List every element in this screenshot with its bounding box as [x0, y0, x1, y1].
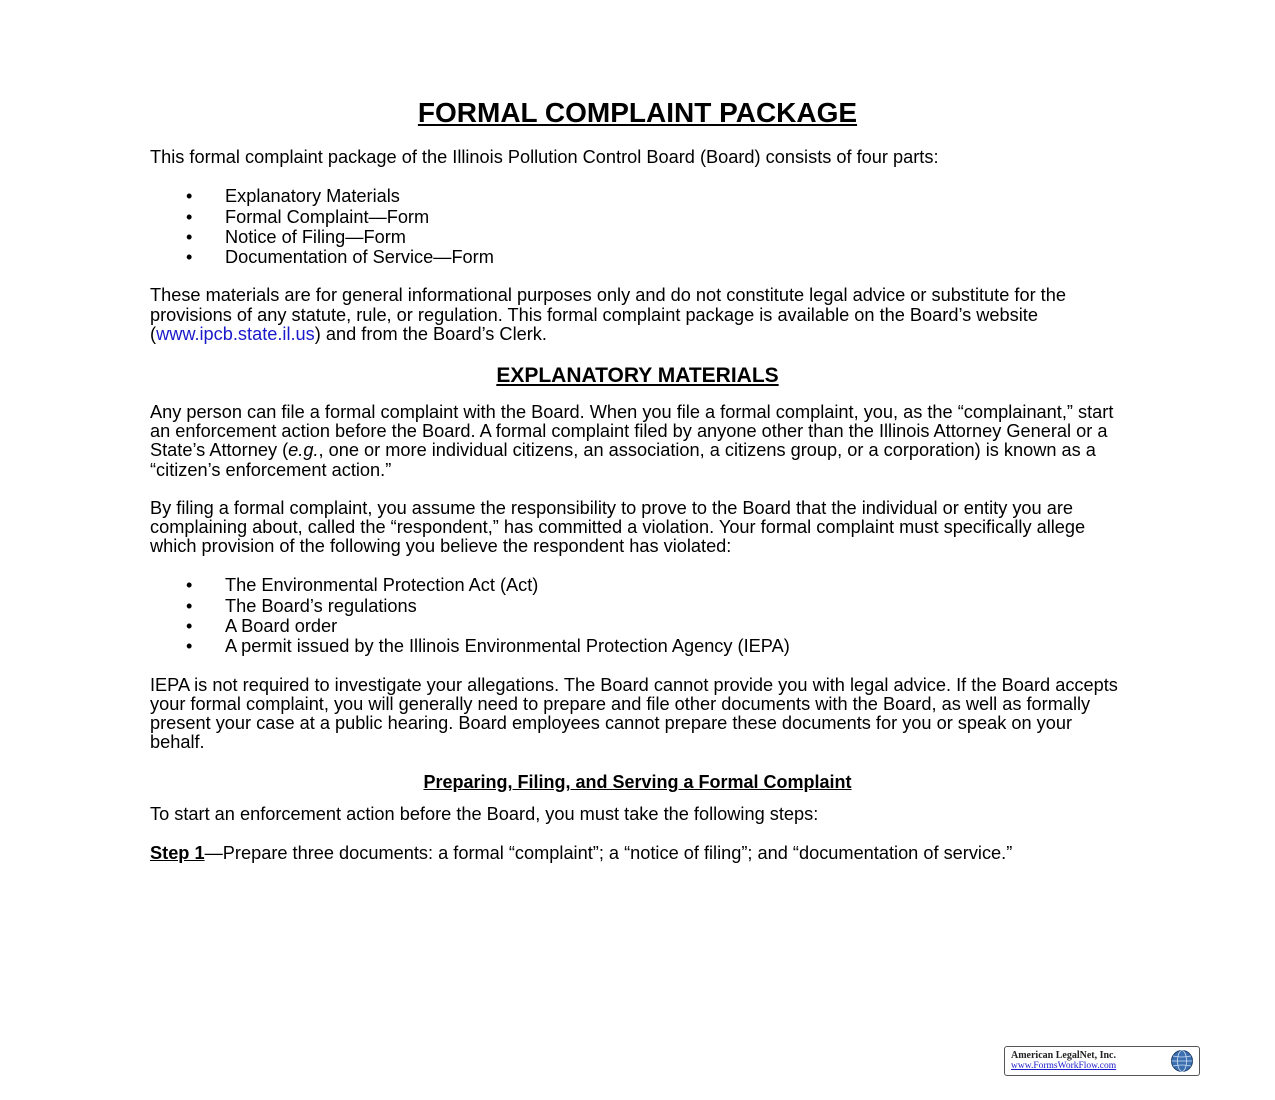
list-item: • Documentation of Service—Form [186, 247, 494, 268]
section-heading-explanatory: EXPLANATORY MATERIALS [496, 364, 779, 387]
disclaimer-paragraph: These materials are for general informational purposes only and do not constitute legal advice or substitute for the provisions of any statute, rule, or regulation. This formal complaint package is available on the Board’s website (www.ipcb.state.il.us) and from the Board’s Clerk. [150, 285, 1066, 344]
list-item: • The Environmental Protection Act (Act) [186, 575, 539, 596]
list-item: • A Board order [186, 616, 338, 637]
list-item: • Notice of Filing—Form [186, 226, 406, 247]
badge-url-link[interactable]: www.FormsWorkFlow.com [1011, 1061, 1117, 1071]
bullet-icon: • [186, 186, 193, 207]
bullet-icon: • [186, 595, 193, 616]
bullet-icon: • [186, 636, 193, 657]
section-heading-preparing: Preparing, Filing, and Serving a Formal Complaint [423, 772, 852, 793]
step-1-paragraph: Step 1—Prepare three documents: a formal “complaint”; a “notice of filing”; and “documentation of service.” [150, 842, 1013, 863]
document-page [150, 96, 1125, 882]
intro-paragraph: This formal complaint package of the Illinois Pollution Control Board (Board) consists of four parts: [150, 147, 939, 167]
bullet-icon: • [186, 226, 193, 247]
explanatory-paragraph-1: Any person can file a formal complaint with the Board. When you file a formal complaint, you, as the “complainant,” start an enforcement action before the Board. A formal complaint filed by anyone other than the Illinois Attorney General or a State’s Attorney (e.g., one or more individual citizens, an association, a citizens group, or a corporation) is known as a “citizen’s enforcement action.” [150, 402, 1114, 480]
page-title: FORMAL COMPLAINT PACKAGE [417, 97, 858, 128]
bullet-icon: • [186, 616, 193, 637]
explanatory-paragraph-3: IEPA is not required to investigate your allegations. The Board cannot provide you with legal advice. If the Board accepts your formal complaint, you will generally need to prepare and file other documents with the Board, as well as formally present your case at a public hearing. Board employees cannot prepare these documents for you or speak on your behalf. [150, 674, 1118, 753]
bullet-icon: • [186, 247, 193, 268]
badge-company-name: American LegalNet, Inc. [1011, 1050, 1116, 1061]
footer-badge[interactable] [1004, 1046, 1200, 1076]
list-item: • Formal Complaint—Form [186, 206, 430, 227]
provisions-list [150, 575, 1125, 656]
website-link[interactable]: www.ipcb.state.il.us [156, 323, 315, 344]
globe-icon [1170, 1049, 1194, 1073]
bullet-icon: • [186, 575, 193, 596]
steps-intro-paragraph: To start an enforcement action before the Board, you must take the following steps: [150, 804, 819, 825]
list-item: • The Board’s regulations [186, 595, 417, 616]
list-item: • Explanatory Materials [186, 186, 400, 207]
list-item: • A permit issued by the Illinois Environmental Protection Agency (IEPA) [186, 636, 790, 657]
step-1-label: Step 1 [150, 842, 205, 863]
bullet-icon: • [186, 206, 193, 227]
package-parts-list [150, 186, 1125, 267]
explanatory-paragraph-2: By filing a formal complaint, you assume the responsibility to prove to the Board that the individual or entity you are complaining about, called the “respondent,” has committed a violation. Your formal complaint must specifically allege which provision of the following you believe the respondent has violated: [150, 497, 1086, 557]
